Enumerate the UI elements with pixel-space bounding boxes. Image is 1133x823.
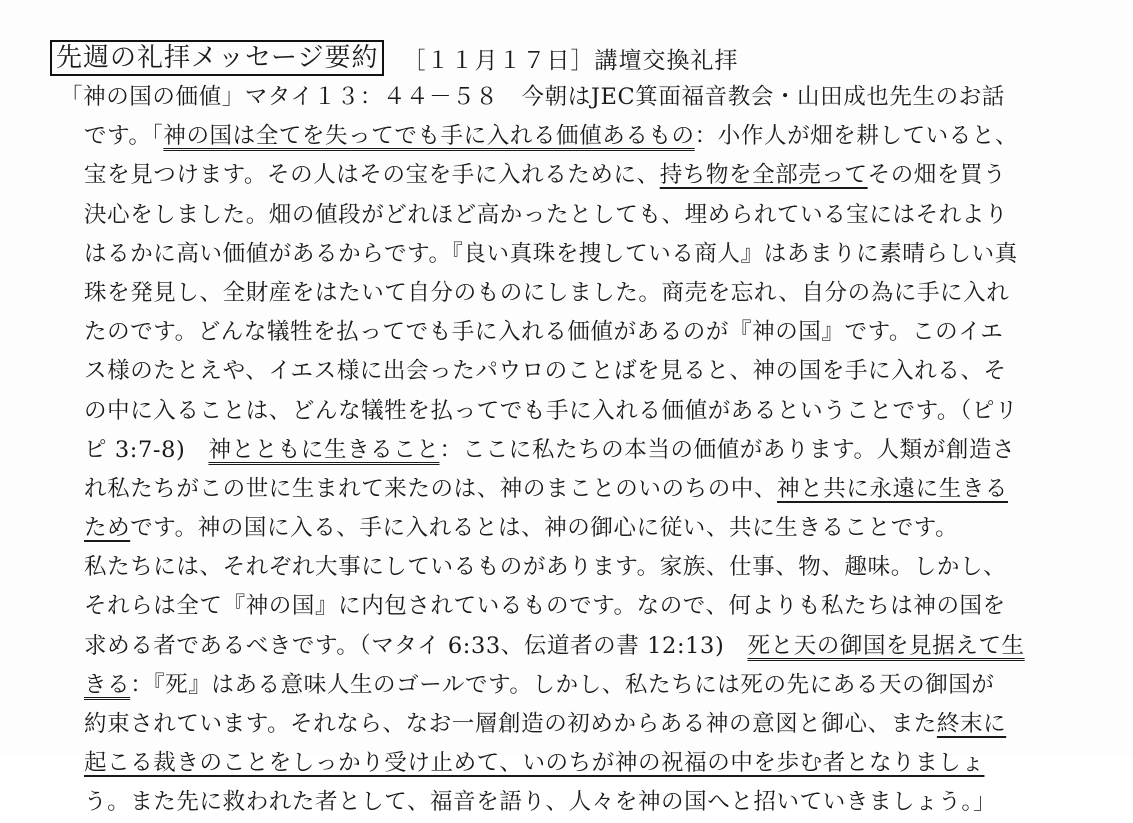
text-segment: 求める者であるべきです。（マタイ 6:33、伝道者の書 12:13) xyxy=(84,632,748,659)
text-segment: はるかに高い価値があるからです。『良い真珠を捜している商人』はあまりに素晴らしい真 xyxy=(84,240,1018,267)
text-line xyxy=(60,744,1100,783)
text-segment: たのです。どんな犠牲を払ってでも手に入れる価値があるのが『神の国』です。このイエ xyxy=(84,319,1004,346)
underlined-phrase: 持ち物を全部売って xyxy=(659,162,868,189)
underlined-heading: きる xyxy=(84,671,131,698)
text-line xyxy=(60,666,1100,705)
text-line xyxy=(60,627,1100,666)
text-line xyxy=(60,548,1100,587)
underlined-phrase: ため xyxy=(84,515,131,542)
text-line xyxy=(60,117,1100,156)
text-line xyxy=(60,352,1100,391)
text-segment: ：ここに私たちの本当の価値があります。人類が創造さ xyxy=(439,436,1016,463)
text-segment: う。また先に救われた者として、福音を語り、人々を神の国へと招いていきましょう。」 xyxy=(84,789,997,816)
text-line xyxy=(60,78,1100,117)
text-segment: 宝を見つけます。その人はその宝を手に入れるために、 xyxy=(84,162,660,189)
text-segment: ス様のたとえや、イエス様に出会ったパウロのことばを見ると、神の国を手に入れる、そ xyxy=(84,358,1007,385)
page-title: 先週の礼拝メッセージ要約 xyxy=(50,40,384,76)
service-date-label: ［１１月１７日］講壇交換礼拝 xyxy=(402,47,739,74)
text-segment: です。神の国に入る、手に入れるとは、神の御心に従い、共に生きることです。 xyxy=(130,515,959,542)
underlined-phrase: 終末に xyxy=(936,711,1007,737)
text-segment: その畑を買う xyxy=(867,162,1007,189)
text-segment: それらは全て『神の国』に内包されているものです。なので、何よりも私たちは神の国を xyxy=(84,593,1006,620)
text-line xyxy=(60,705,1100,744)
text-line xyxy=(60,509,1100,548)
text-line xyxy=(60,587,1100,626)
text-segment: れ私たちがこの世に生まれて来たのは、神のまことのいのちの中、 xyxy=(84,475,778,502)
text-line xyxy=(60,313,1100,352)
text-line xyxy=(60,431,1100,470)
text-segment: 決心をしました。畑の値段がどれほど高かったとしても、埋められている宝にはそれより xyxy=(84,201,1009,228)
text-segment: 私たちには、それぞれ大事にしているものがあります。家族、仕事、物、趣味。しかし、 xyxy=(84,554,1007,581)
text-line xyxy=(60,470,1100,509)
text-segment: ：小作人が畑を耕していると、 xyxy=(694,123,1019,150)
text-line xyxy=(60,783,1100,822)
text-line xyxy=(60,274,1100,313)
text-segment: 珠を発見し、全財産をはたいて自分のものにしました。商売を忘れ、自分の為に手に入れ xyxy=(84,279,1010,306)
text-segment: ：『死』はある意味人生のゴールです。しかし、私たちには死の先にある天の御国が xyxy=(130,671,995,698)
message-summary-body xyxy=(60,78,1100,823)
text-line xyxy=(60,235,1100,274)
text-segment: です。「 xyxy=(84,123,164,150)
text-line xyxy=(60,392,1100,431)
underlined-phrase: 起こる裁きのことをしっかり受け止めて、いのちが神の祝福の中を歩む者となりましょ xyxy=(84,750,985,777)
text-segment: の中に入ることは、どんな犠牲を払ってでも手に入れる価値があるということです。（ピリ xyxy=(84,397,1019,424)
text-line xyxy=(60,196,1100,235)
text-segment: 「神の国の価値」マタイ１３：４４－５８ 今朝はJEC箕面福音教会・山田成也先生のお話 xyxy=(60,84,1005,110)
underlined-heading: 神の国は全てを失ってでも手に入れる価値あるもの xyxy=(163,123,695,150)
text-segment: 約束されています。それなら、なお一層創造の初めからある神の意図と御心、また xyxy=(84,711,937,737)
underlined-heading: 神とともに生きること xyxy=(208,436,440,463)
underlined-phrase: 神と共に永遠に生きる xyxy=(777,475,1009,502)
text-segment: ピ 3:7-8) xyxy=(84,436,209,463)
underlined-heading: 死と天の御国を見据えて生 xyxy=(747,632,1025,659)
text-line xyxy=(60,156,1100,195)
header xyxy=(50,40,738,76)
